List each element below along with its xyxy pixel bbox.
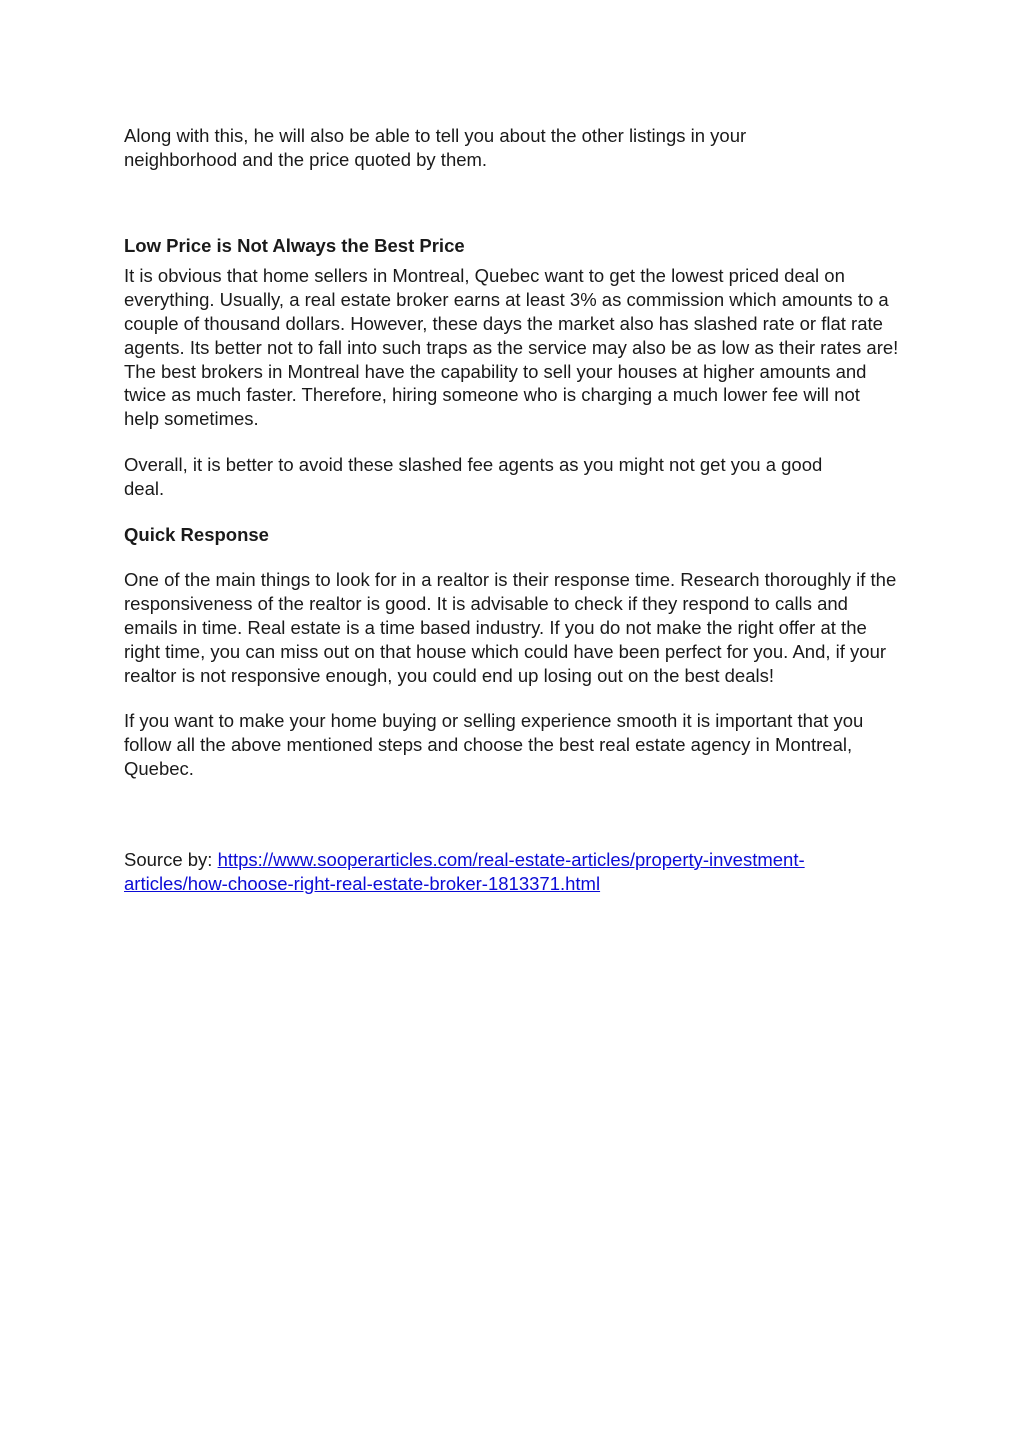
low-price-paragraph-2: Overall, it is better to avoid these slashed fee agents as you might not get you a good deal.: [124, 453, 823, 499]
document-page: [124, 124, 899, 895]
section-heading-low-price: Low Price is Not Always the Best Price: [124, 234, 465, 256]
quick-response-paragraph-1: One of the main things to look for in a realtor is their response time. Research thoroughly if the responsiveness of the realtor is good. It is advisable to check if they respond to calls and emails in time. Real estate is a time based industry. If you do not make the right offer at the right time, you can miss out on that house which could have been perfect for you. And, if your realtor is not responsive enough, you could end up losing out on the best deals!: [124, 569, 897, 686]
intro-paragraph: Along with this, he will also be able to tell you about the other listings in your neighborhood and the price quoted by them.: [124, 125, 747, 170]
source-line: [124, 848, 894, 896]
low-price-paragraph-1: It is obvious that home sellers in Montreal, Quebec want to get the lowest priced deal on everything. Usually, a real estate broker earns at least 3% as commission which amounts to a couple of thousand dollars. However, these days the market also has slashed rate or flat rate agents. Its better not to fall into such traps as the service may also be as low as their rates are! The best brokers in Montreal have the capability to sell your houses at higher amounts and twice as much faster. Therefore, hiring someone who is charging a much lower fee will not help sometimes.: [124, 265, 899, 430]
section-heading-quick-response: Quick Response: [124, 523, 269, 545]
spacer: [124, 172, 899, 234]
source-label: Source by:: [124, 848, 218, 870]
quick-response-paragraph-2: If you want to make your home buying or selling experience smooth it is important that you follow all the above mentioned steps and choose the best real estate agency in Montreal, Quebec.: [124, 710, 864, 779]
source-link[interactable]: https://www.sooperarticles.com/real-estate-articles/property-investment-articles/how-choose-right-real-estate-broker-1813371.html: [124, 848, 805, 894]
